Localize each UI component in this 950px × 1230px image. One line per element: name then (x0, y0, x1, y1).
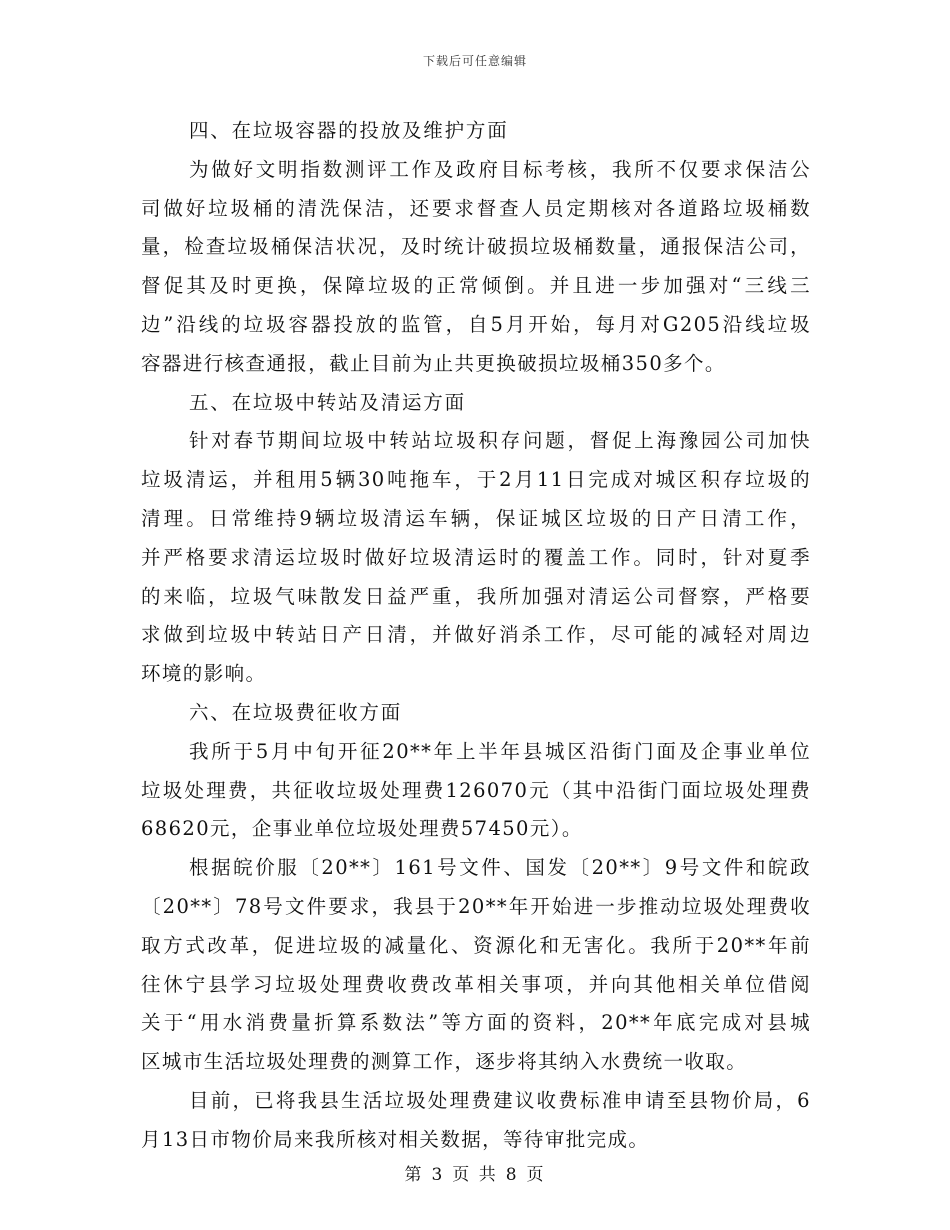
paragraph-line: 为做好文明指数测评工作及政府目标考核，我所不仅要求保洁公 (189, 157, 811, 181)
page-number-footer (0, 1160, 950, 1185)
total-page-count: 8 (505, 1165, 519, 1185)
paragraph-line: 并严格要求清运垃圾时做好垃圾清运时的覆盖工作。同时，针对夏季 (141, 545, 811, 569)
paragraph-line: 针对春节期间垃圾中转站垃圾积存问题，督促上海豫园公司加快 (189, 429, 811, 453)
section-heading: 四、在垃圾容器的投放及维护方面 (189, 119, 509, 142)
paragraph-line: 月13日市物价局来我所核对相关数据，等待审批完成。 (141, 1127, 650, 1151)
paragraph-line: 量，检查垃圾桶保洁状况，及时统计破损垃圾桶数量，通报保洁公司， (141, 235, 811, 259)
paragraph-line: 容器进行核查通报，截止目前为止共更换破损垃圾桶350多个。 (141, 351, 726, 375)
footer-prefix: 第 (404, 1165, 424, 1185)
section-heading: 六、在垃圾费征收方面 (189, 700, 403, 724)
paragraph-line: 〔20**〕78号文件要求，我县于20**年开始进一步推动垃圾处理费收 (141, 894, 811, 918)
paragraph-line: 清理。日常维持9辆垃圾清运车辆，保证城区垃圾的日产日清工作， (141, 506, 811, 530)
footer-middle: 页 共 (452, 1165, 498, 1185)
paragraph-line: 区城市生活垃圾处理费的测算工作，逐步将其纳入水费统一收取。 (141, 1050, 748, 1074)
paragraph-line: 68620元，企事业单位垃圾处理费57450元）。 (141, 817, 583, 841)
paragraph-line: 根据皖价服〔20**〕161号文件、国发〔20**〕9号文件和皖政 (189, 856, 811, 880)
paragraph-line: 边”沿线的垃圾容器投放的监管，自5月开始，每月对G205沿线垃圾 (141, 312, 811, 336)
document-body (141, 112, 811, 1160)
paragraph-line: 的来临，垃圾气味散发日益严重，我所加强对清运公司督察，严格要 (141, 584, 811, 608)
paragraph-line: 关于“用水消费量折算系数法”等方面的资料，20**年底完成对县城 (141, 1011, 811, 1035)
page-header: 下载后可任意编辑 (422, 54, 527, 68)
paragraph-line: 垃圾处理费，共征收垃圾处理费126070元（其中沿街门面垃圾处理费 (141, 778, 811, 802)
paragraph-line: 环境的影响。 (141, 662, 267, 686)
section-heading: 五、在垃圾中转站及清运方面 (189, 390, 466, 414)
paragraph-line: 取方式改革，促进垃圾的减量化、资源化和无害化。我所于20**年前 (141, 933, 811, 957)
paragraph-line: 往休宁县学习垃圾处理费收费改革相关事项，并向其他相关单位借阅 (141, 972, 811, 996)
paragraph-line: 督促其及时更换，保障垃圾的正常倾倒。并且进一步加强对“三线三 (141, 274, 811, 298)
paragraph-line: 司做好垃圾桶的清洗保洁，还要求督查人员定期核对各道路垃圾桶数 (141, 196, 811, 220)
paragraph-line: 我所于5月中旬开征20**年上半年县城区沿街门面及企事业单位 (189, 739, 811, 763)
footer-suffix: 页 (526, 1165, 546, 1185)
paragraph-line: 垃圾清运，并租用5辆30吨拖车，于2月11日完成对城区积存垃圾的 (141, 468, 811, 492)
current-page-number: 3 (431, 1165, 445, 1185)
paragraph-line: 目前，已将我县生活垃圾处理费建议收费标准申请至县物价局，6 (189, 1088, 811, 1112)
paragraph-line: 求做到垃圾中转站日产日清，并做好消杀工作，尽可能的减轻对周边 (141, 623, 811, 647)
